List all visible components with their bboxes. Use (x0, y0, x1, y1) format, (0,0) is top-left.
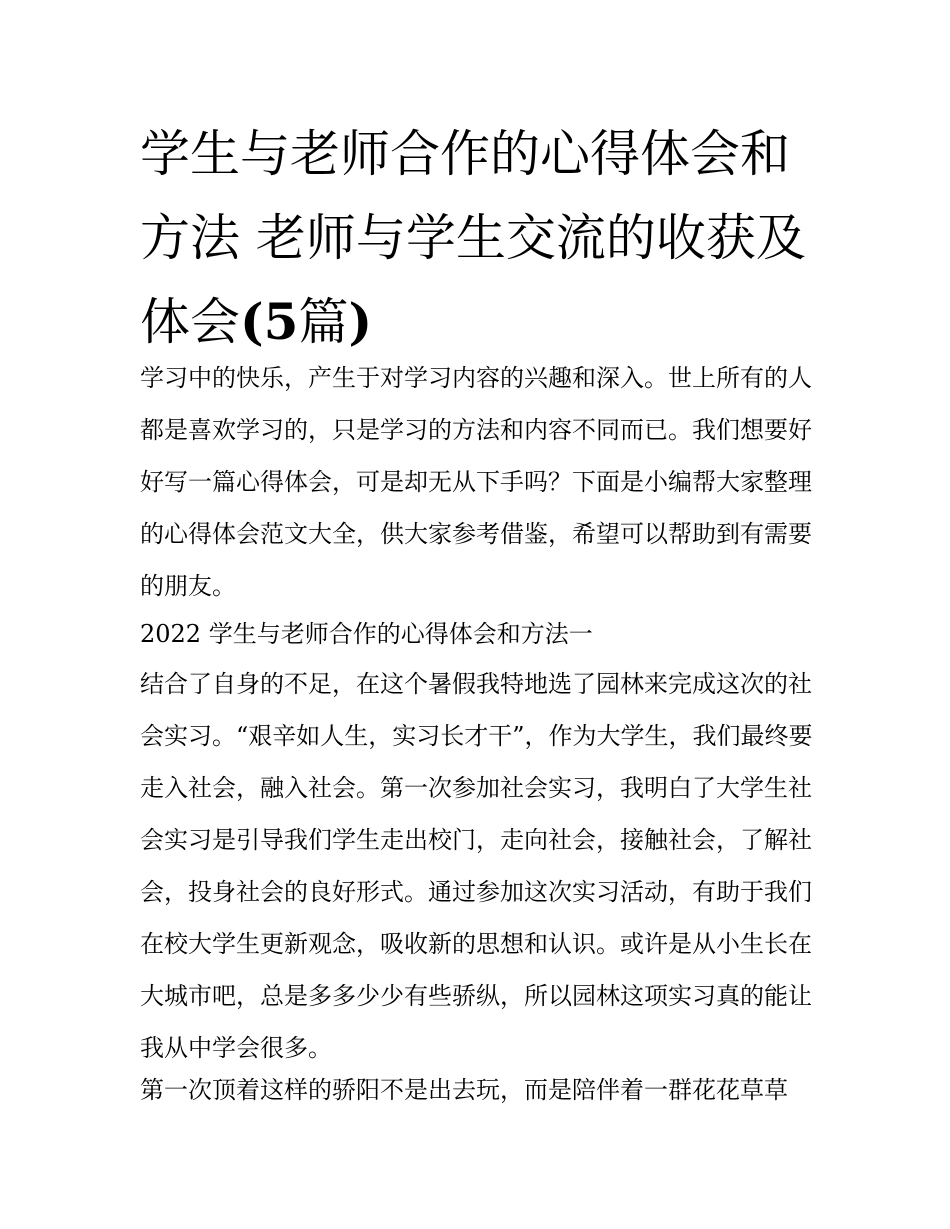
section-heading: 2022 学生与老师合作的心得体会和方法一 (140, 620, 593, 648)
body-paragraph-2: 第一次顶着这样的骄阳不是出去玩，而是陪伴着一群花花草草 (140, 1076, 788, 1104)
title-text: 学生与老师合作的心得体会和方法 老师与学生交流的收获及体会 (140, 125, 806, 351)
document-title (140, 112, 820, 364)
title-count-unit: 篇 (298, 293, 349, 351)
title-count-open: (5 (240, 292, 299, 351)
title-count-close: ) (348, 292, 373, 351)
body-paragraph-1: 结合了自身的不足，在这个暑假我特地选了园林来完成这次的社会实习。“艰辛如人生，实习长才干”，作为大学生，我们最终要走入社会，融入社会。第一次参加社会实习，我明白了大学生社会实习是引导我们学生走出校门，走向社会，接触社会，了解社会，投身社会的良好形式。通过参加这次实习活动，有助于我们在校大学生更新观念，吸收新的思想和认识。或许是从小生长在大城市吧，总是多多少少有些骄纵，所以园林这项实习真的能让我从中学会很多。 (140, 670, 813, 1062)
intro-paragraph: 学习中的快乐，产生于对学习内容的兴趣和深入。世上所有的人都是喜欢学习的，只是学习的方法和内容不同而已。我们想要好好写一篇心得体会，可是却无从下手吗？下面是小编帮大家整理的心得体会范文大全，供大家参考借鉴，希望可以帮助到有需要的朋友。 (140, 364, 812, 600)
